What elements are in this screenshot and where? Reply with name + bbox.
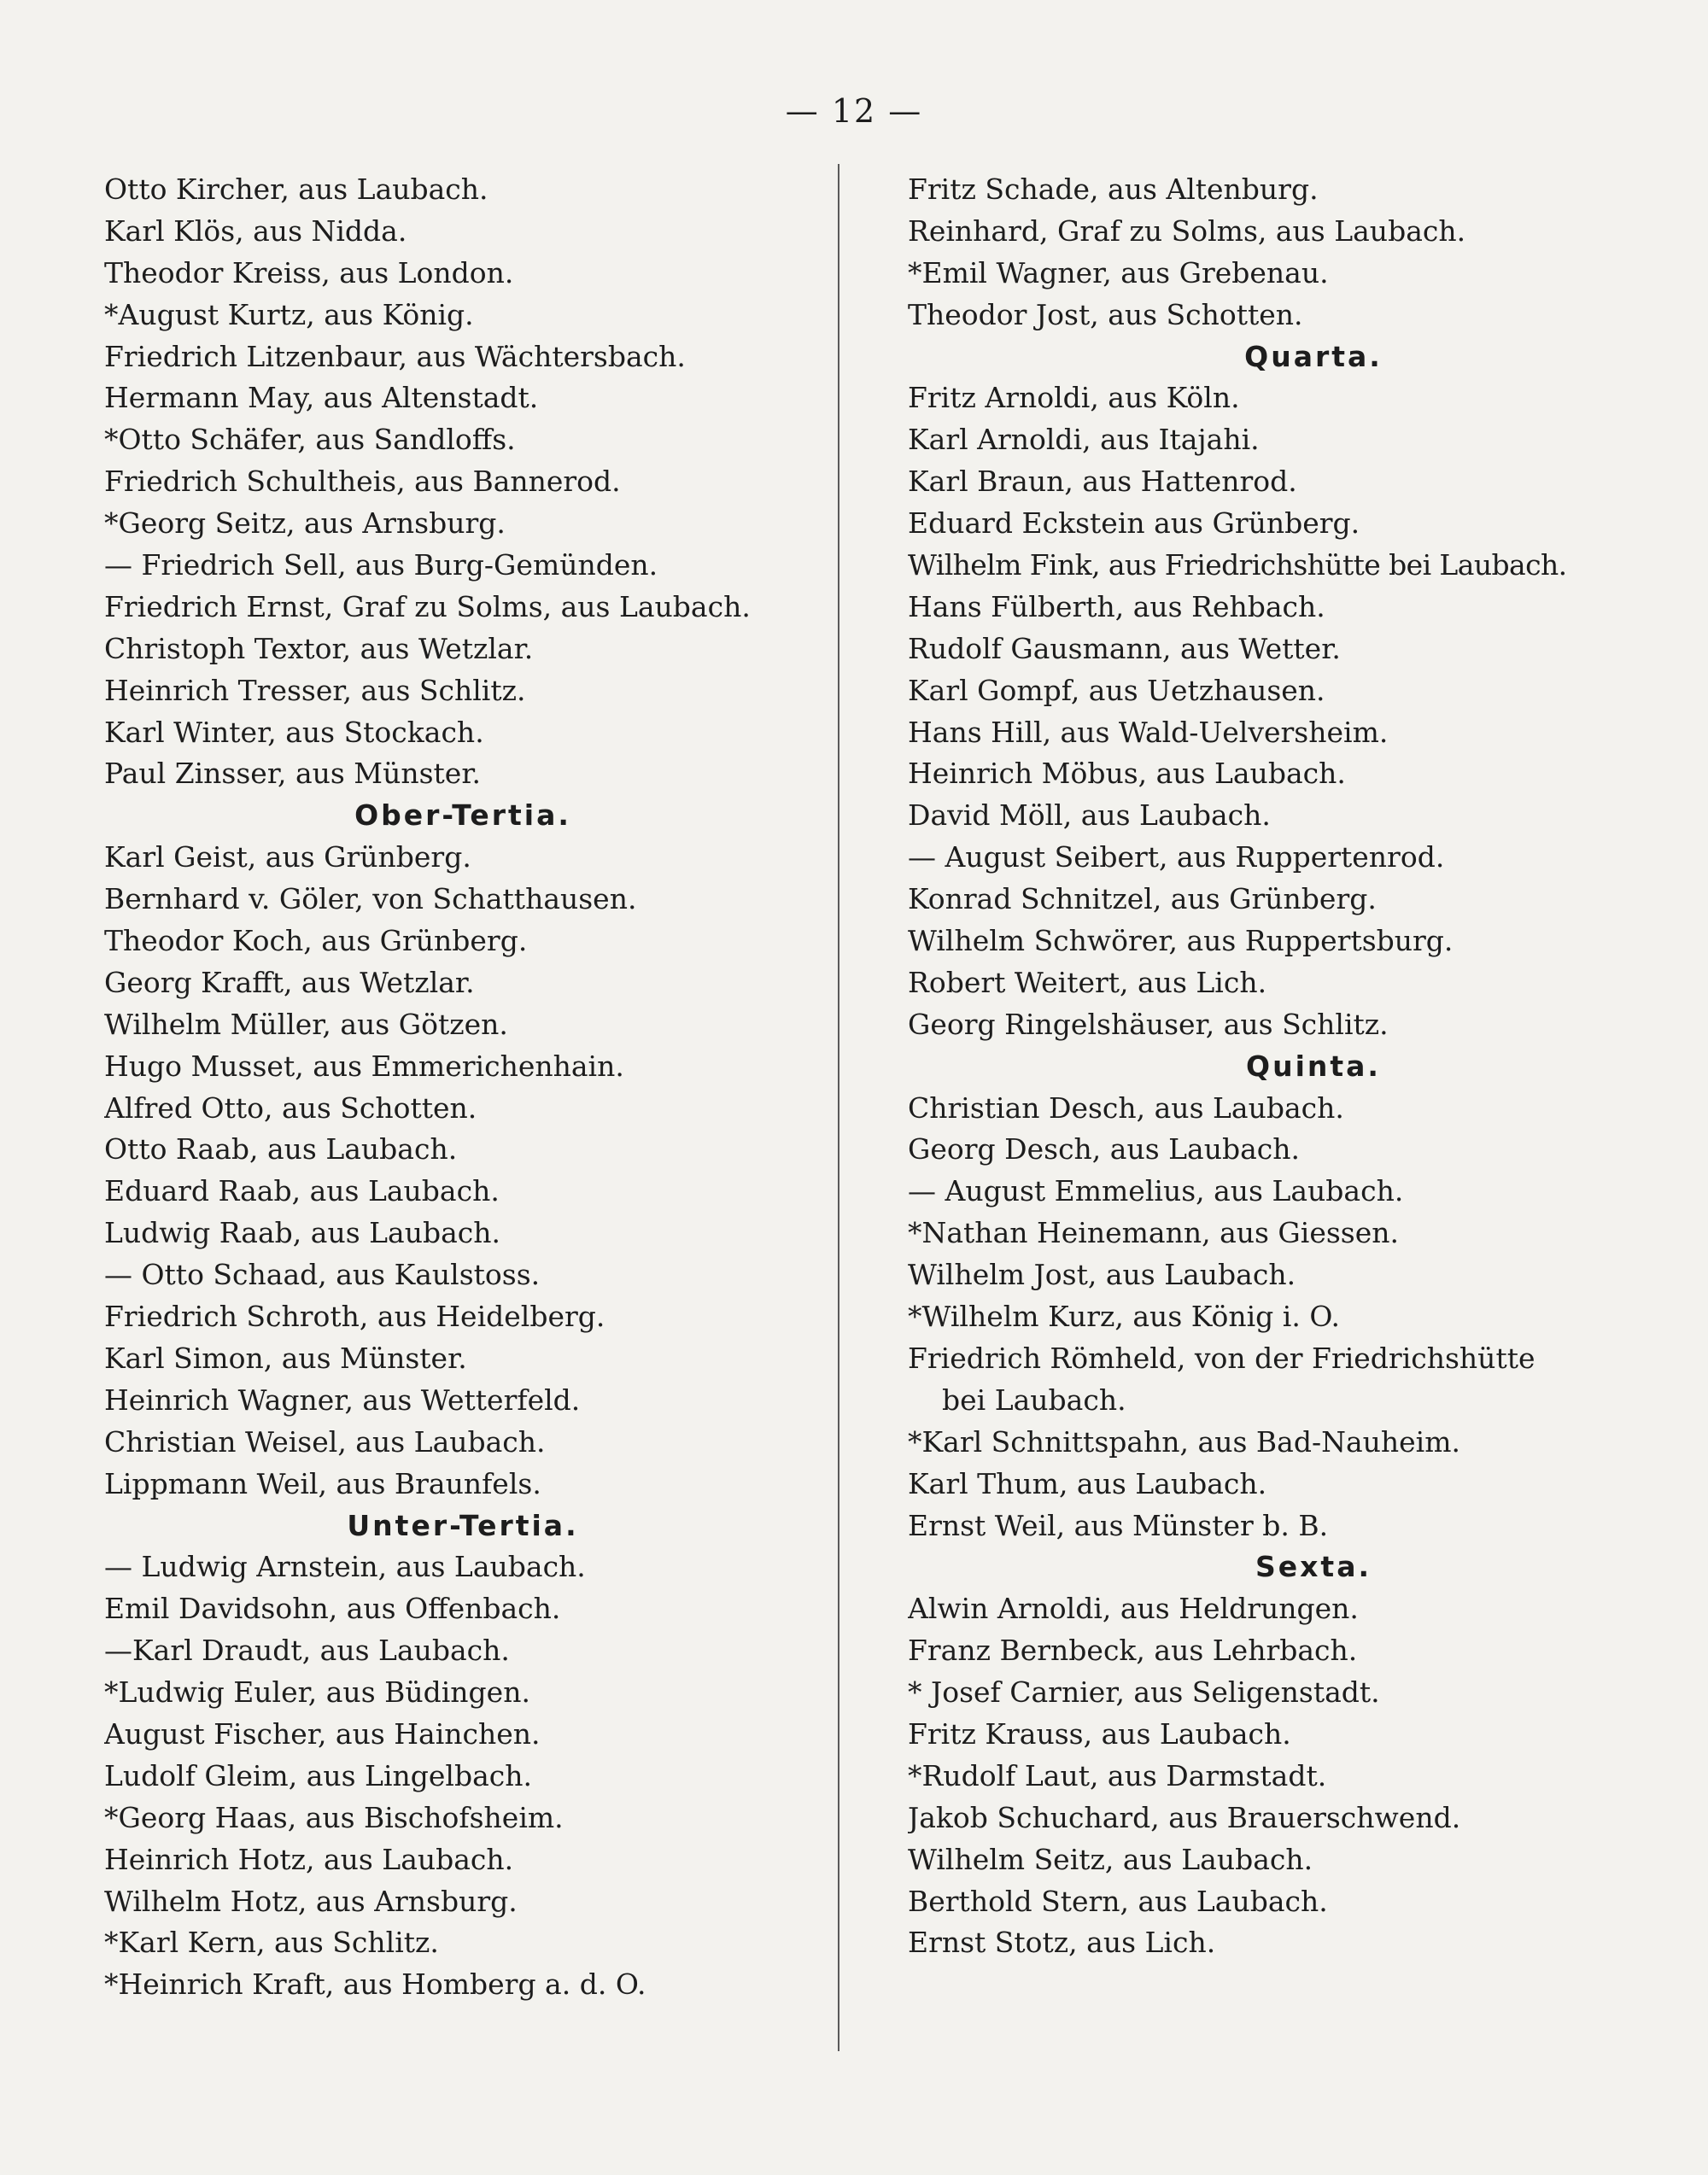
student-entry: *Karl Kern, aus Schlitz. [104, 1926, 439, 1960]
student-entry: Jakob Schuchard, aus Brauerschwend. [908, 1800, 1461, 1834]
column-divider [838, 164, 839, 2051]
student-entry: August Fischer, aus Hainchen. [104, 1716, 541, 1751]
student-entry: Fritz Krauss, aus Laubach. [908, 1716, 1291, 1751]
student-entry: Wilhelm Hotz, aus Arnsburg. [104, 1884, 518, 1918]
student-entry: Karl Winter, aus Stockach. [104, 715, 484, 749]
student-entry: Friedrich Römheld, von der Friedrichshütte [908, 1341, 1535, 1375]
student-entry: Theodor Kreiss, aus London. [104, 255, 514, 289]
student-entry: *Karl Schnittspahn, aus Bad-Nauheim. [908, 1424, 1461, 1459]
student-entry: Friedrich Litzenbaur, aus Wächtersbach. [104, 339, 686, 373]
right-column [908, 169, 1617, 1964]
student-entry: Theodor Jost, aus Schotten. [908, 297, 1303, 331]
class-heading: Quarta. [1244, 339, 1383, 373]
student-entry: — Ludwig Arnstein, aus Laubach. [104, 1550, 586, 1584]
student-entry: *Wilhelm Kurz, aus König i. O. [908, 1300, 1340, 1334]
student-entry: *August Kurtz, aus König. [104, 297, 474, 331]
student-entry: Lippmann Weil, aus Braunfels. [104, 1466, 541, 1500]
student-entry: *Georg Haas, aus Bischofsheim. [104, 1800, 564, 1834]
student-entry: Wilhelm Müller, aus Götzen. [104, 1007, 508, 1041]
student-entry: Theodor Koch, aus Grünberg. [104, 924, 528, 958]
student-entry: *Nathan Heinemann, aus Giessen. [908, 1216, 1400, 1250]
student-entry: Christian Desch, aus Laubach. [908, 1090, 1344, 1125]
student-entry: Christian Weisel, aus Laubach. [104, 1424, 546, 1459]
student-entry: bei Laubach. [942, 1383, 1126, 1417]
student-entry: *Otto Schäfer, aus Sandloffs. [104, 423, 516, 457]
student-entry: Otto Kircher, aus Laubach. [104, 172, 488, 206]
student-entry: Hugo Musset, aus Emmerichenhain. [104, 1049, 624, 1083]
page-number: — 12 — [785, 92, 923, 130]
student-entry: *Emil Wagner, aus Grebenau. [908, 255, 1329, 289]
student-entry: Karl Thum, aus Laubach. [908, 1466, 1267, 1500]
student-entry: Friedrich Schultheis, aus Bannerod. [104, 465, 621, 499]
student-entry: — Otto Schaad, aus Kaulstoss. [104, 1258, 541, 1292]
student-entry: Wilhelm Seitz, aus Laubach. [908, 1842, 1313, 1876]
student-entry: Karl Klös, aus Nidda. [104, 213, 407, 248]
student-entry: *Ludwig Euler, aus Büdingen. [104, 1675, 530, 1710]
student-entry: Georg Krafft, aus Wetzlar. [104, 965, 475, 999]
student-entry: Emil Davidsohn, aus Offenbach. [104, 1592, 561, 1626]
student-entry: Hans Hill, aus Wald-Uelversheim. [908, 715, 1389, 749]
student-entry: Wilhelm Jost, aus Laubach. [908, 1258, 1296, 1292]
student-entry: Karl Geist, aus Grünberg. [104, 840, 471, 874]
student-entry: — Friedrich Sell, aus Burg-Gemünden. [104, 548, 658, 582]
student-entry: Hans Fülberth, aus Rehbach. [908, 589, 1325, 623]
student-entry: Heinrich Tresser, aus Schlitz. [104, 673, 526, 707]
student-entry: Reinhard, Graf zu Solms, aus Laubach. [908, 213, 1466, 248]
left-column [104, 169, 822, 2006]
student-entry: — August Emmelius, aus Laubach. [908, 1174, 1404, 1208]
student-entry: Fritz Schade, aus Altenburg. [908, 172, 1319, 206]
student-entry: Ernst Stotz, aus Lich. [908, 1926, 1216, 1960]
student-entry: Friedrich Schroth, aus Heidelberg. [104, 1300, 605, 1334]
student-entry: Bernhard v. Göler, von Schatthausen. [104, 882, 637, 916]
student-entry: Franz Bernbeck, aus Lehrbach. [908, 1634, 1358, 1668]
student-entry: Karl Simon, aus Münster. [104, 1341, 467, 1375]
student-entry: Wilhelm Schwörer, aus Ruppertsburg. [908, 924, 1454, 958]
student-entry: Eduard Eckstein aus Grünberg. [908, 506, 1360, 541]
student-entry: *Rudolf Laut, aus Darmstadt. [908, 1758, 1327, 1792]
student-entry: Friedrich Ernst, Graf zu Solms, aus Laubach. [104, 589, 751, 623]
student-entry: —Karl Draudt, aus Laubach. [104, 1634, 510, 1668]
student-entry: Otto Raab, aus Laubach. [104, 1132, 458, 1166]
student-entry: Alfred Otto, aus Schotten. [104, 1090, 477, 1125]
student-entry: *Heinrich Kraft, aus Homberg a. d. O. [104, 1967, 646, 2002]
student-entry: Karl Arnoldi, aus Itajahi. [908, 423, 1260, 457]
student-entry: Ludwig Raab, aus Laubach. [104, 1216, 500, 1250]
class-heading: Sexta. [1255, 1550, 1372, 1584]
student-entry: Eduard Raab, aus Laubach. [104, 1174, 500, 1208]
student-entry: Christoph Textor, aus Wetzlar. [104, 631, 534, 665]
student-entry: Paul Zinsser, aus Münster. [104, 757, 481, 791]
student-entry: — August Seibert, aus Ruppertenrod. [908, 840, 1445, 874]
student-entry: Konrad Schnitzel, aus Grünberg. [908, 882, 1377, 916]
student-entry: David Möll, aus Laubach. [908, 798, 1271, 833]
student-entry: Ludolf Gleim, aus Lingelbach. [104, 1758, 532, 1792]
class-heading: Ober-Tertia. [354, 798, 571, 833]
student-entry: *Georg Seitz, aus Arnsburg. [104, 506, 506, 541]
student-entry: Georg Desch, aus Laubach. [908, 1132, 1301, 1166]
student-entry: Robert Weitert, aus Lich. [908, 965, 1267, 999]
student-entry: Fritz Arnoldi, aus Köln. [908, 381, 1240, 415]
student-entry: Heinrich Hotz, aus Laubach. [104, 1842, 514, 1876]
student-entry: Heinrich Wagner, aus Wetterfeld. [104, 1383, 581, 1417]
student-entry: Karl Gompf, aus Uetzhausen. [908, 673, 1325, 707]
student-entry: Rudolf Gausmann, aus Wetter. [908, 631, 1341, 665]
class-heading: Quinta. [1246, 1049, 1381, 1083]
student-entry: Karl Braun, aus Hattenrod. [908, 465, 1297, 499]
student-entry: Hermann May, aus Altenstadt. [104, 381, 539, 415]
student-entry: Heinrich Möbus, aus Laubach. [908, 757, 1346, 791]
student-entry: * Josef Carnier, aus Seligenstadt. [908, 1675, 1380, 1710]
student-entry: Ernst Weil, aus Münster b. B. [908, 1508, 1329, 1542]
student-entry: Wilhelm Fink, aus Friedrichshütte bei Laubach. [908, 548, 1567, 582]
student-entry: Georg Ringelshäuser, aus Schlitz. [908, 1007, 1389, 1041]
student-entry: Berthold Stern, aus Laubach. [908, 1884, 1328, 1918]
class-heading: Unter-Tertia. [347, 1508, 579, 1542]
student-entry: Alwin Arnoldi, aus Heldrungen. [908, 1592, 1359, 1626]
